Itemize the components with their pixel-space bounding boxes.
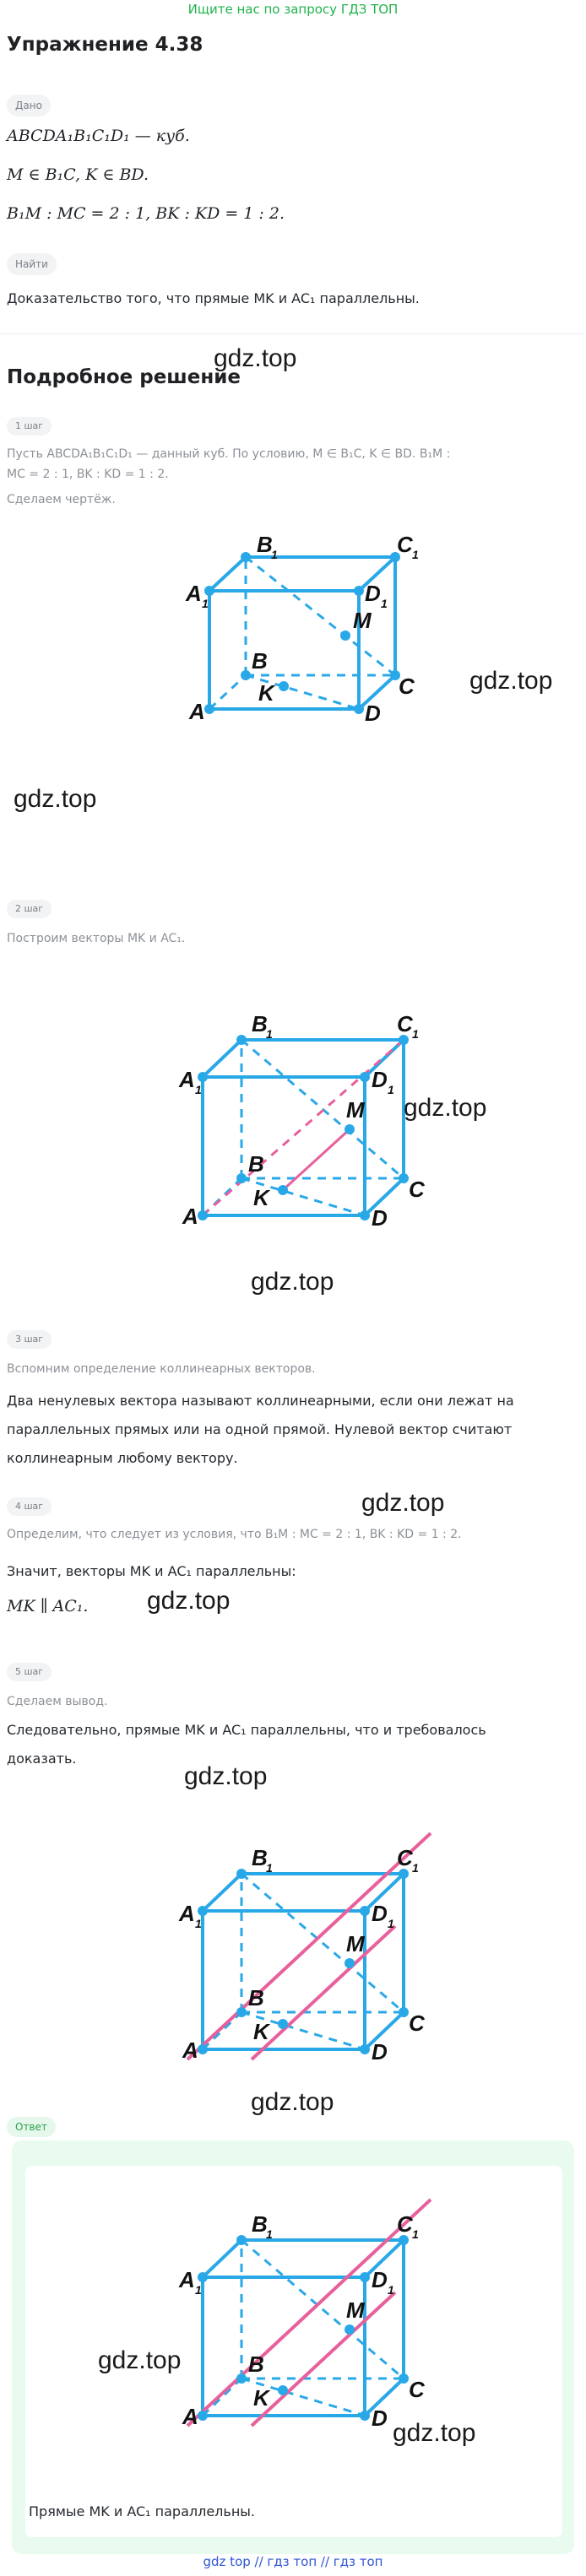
label-A: A (182, 2038, 198, 2063)
watermark: gdz.top (14, 785, 97, 813)
label-sub: 1 (195, 1917, 202, 1930)
given-pill: Дано (7, 95, 51, 116)
step-1-text-2: MC = 2 : 1, BK : KD = 1 : 2. (7, 468, 169, 481)
parallel-lines (187, 2200, 431, 2426)
step-4-text-1: Определим, что следует из условия, что B₁M : MC = 2 : 1, BK : KD = 1 : 2. (7, 1528, 462, 1541)
label-C: C (399, 674, 415, 699)
label-M: M (353, 608, 372, 633)
parallel-lines (187, 1833, 431, 2059)
step-1-text-3: Сделаем чертёж. (7, 493, 116, 506)
label-B1: B (257, 532, 273, 557)
label-sub: 1 (381, 597, 388, 610)
label-sub: 1 (412, 1027, 419, 1041)
step-5-text-1: Сделаем вывод. (7, 1695, 108, 1708)
step-2-pill: 2 шаг (7, 900, 52, 918)
label-A: A (182, 2404, 198, 2429)
footer-links[interactable]: gdz top // гдз топ // гдз топ (203, 2554, 383, 2569)
step-2-text-1: Построим векторы MK и AC₁. (7, 932, 186, 945)
watermark: gdz.top (184, 1762, 268, 1790)
label-sub: 1 (388, 1083, 394, 1096)
label-D: D (372, 2406, 388, 2431)
label-sub: 1 (266, 1861, 273, 1875)
label-sub: 1 (266, 1027, 273, 1041)
find-pill: Найти (7, 253, 57, 275)
label-M: M (346, 1097, 365, 1123)
watermark: gdz.top (393, 2419, 476, 2447)
label-C1: C (397, 2211, 413, 2237)
label-K: K (253, 2385, 269, 2411)
step-5-pill: 5 шаг (7, 1663, 52, 1681)
step-3-text-2: Два ненулевых вектора называют коллинеарными, если они лежат на (7, 1393, 514, 1409)
label-A1: A (179, 1067, 195, 1092)
step-5-text-2: Следовательно, прямые MK и AC₁ параллельны, что и требовалось (7, 1722, 486, 1738)
solution-title: Подробное решение (7, 366, 241, 388)
answer-pill: Ответ (7, 2117, 56, 2137)
cube-edges (209, 557, 395, 709)
label-C: C (409, 2010, 425, 2036)
label-sub: 1 (412, 548, 419, 561)
label-A1: A (186, 581, 202, 606)
step-5-text-3: доказать. (7, 1751, 77, 1767)
label-B: B (252, 648, 268, 674)
cube-figure-4 (169, 2173, 439, 2431)
promo-banner[interactable]: Ищите нас по запросу ГДЗ ТОП (187, 2, 399, 17)
label-D1: D (372, 1067, 388, 1092)
step-3-text-1: Вспомним определение коллинеарных векторов. (7, 1362, 316, 1376)
label-sub: 1 (412, 1861, 419, 1875)
step-3-pill: 3 шаг (7, 1330, 52, 1349)
label-D1: D (365, 581, 381, 606)
label-B: B (248, 1985, 264, 2010)
step-3-text-3: параллельных прямых или на одной прямой. Нулевой вектор считают (7, 1421, 513, 1437)
cube-figure-3 (169, 1806, 439, 2065)
label-K: K (253, 1185, 269, 1210)
step-1-text-1: Пусть ABCDA₁B₁C₁D₁ — данный куб. По условию, M ∈ B₁C, K ∈ BD. B₁M : (7, 447, 451, 461)
cube-vertices (198, 2235, 409, 2421)
label-B1: B (252, 1011, 268, 1036)
page-title: Упражнение 4.38 (7, 34, 203, 56)
label-A: A (189, 699, 205, 724)
cube-figure-1 (169, 532, 439, 802)
label-M: M (346, 2297, 365, 2323)
label-sub: 1 (388, 2283, 394, 2297)
cube-vertices (198, 1869, 409, 2054)
label-C1: C (397, 1011, 413, 1036)
step-1-pill: 1 шаг (7, 417, 52, 436)
watermark: gdz.top (251, 1268, 334, 1296)
watermark: gdz.top (147, 1587, 231, 1615)
step-3-text-4: коллинеарным любому вектору. (7, 1450, 238, 1466)
watermark: gdz.top (214, 344, 297, 372)
label-B: B (248, 1151, 264, 1177)
label-sub: 1 (388, 1917, 394, 1930)
label-A: A (182, 1204, 198, 1229)
watermark: gdz.top (251, 2088, 334, 2116)
watermark: gdz.top (469, 667, 553, 695)
label-C: C (409, 1177, 425, 1202)
label-C: C (409, 2377, 425, 2402)
given-line-1: ABCDA₁B₁C₁D₁ — куб. (7, 127, 190, 145)
label-sub: 1 (412, 2227, 419, 2241)
label-D1: D (372, 2267, 388, 2292)
label-A1: A (179, 2267, 195, 2292)
cube-figure-2 (169, 1003, 439, 1231)
label-C1: C (397, 1845, 413, 1870)
label-sub: 1 (266, 2227, 273, 2241)
watermark: gdz.top (361, 1489, 445, 1517)
label-K: K (253, 2019, 269, 2044)
step-4-text-2: Значит, векторы MK и AC₁ параллельны: (7, 1563, 296, 1579)
given-line-3: B₁M : MC = 2 : 1, BK : KD = 1 : 2. (7, 204, 285, 223)
divider (0, 333, 586, 334)
label-sub: 1 (202, 597, 209, 610)
watermark: gdz.top (98, 2346, 182, 2374)
label-D: D (372, 2039, 388, 2065)
label-B1: B (252, 1845, 268, 1870)
find-text: Доказательство того, что прямые MK и AC₁ параллельны. (7, 290, 420, 306)
label-D: D (372, 1205, 388, 1231)
label-D1: D (372, 1901, 388, 1926)
label-C1: C (397, 532, 413, 557)
label-sub: 1 (271, 548, 278, 561)
given-line-2: M ∈ B₁C, K ∈ BD. (7, 165, 149, 184)
watermark: gdz.top (404, 1094, 487, 1122)
cube-vertices (204, 552, 400, 714)
label-B: B (248, 2351, 264, 2377)
step-4-pill: 4 шаг (7, 1497, 52, 1516)
label-D: D (365, 701, 381, 726)
label-A1: A (179, 1901, 195, 1926)
label-sub: 1 (195, 2283, 202, 2297)
answer-text: Прямые MK и AC₁ параллельны. (29, 2503, 256, 2519)
label-M: M (346, 1931, 365, 1956)
label-K: K (258, 680, 274, 706)
label-sub: 1 (195, 1083, 202, 1096)
label-B1: B (252, 2211, 268, 2237)
step-4-text-3: MK ∥ AC₁. (7, 1597, 89, 1615)
